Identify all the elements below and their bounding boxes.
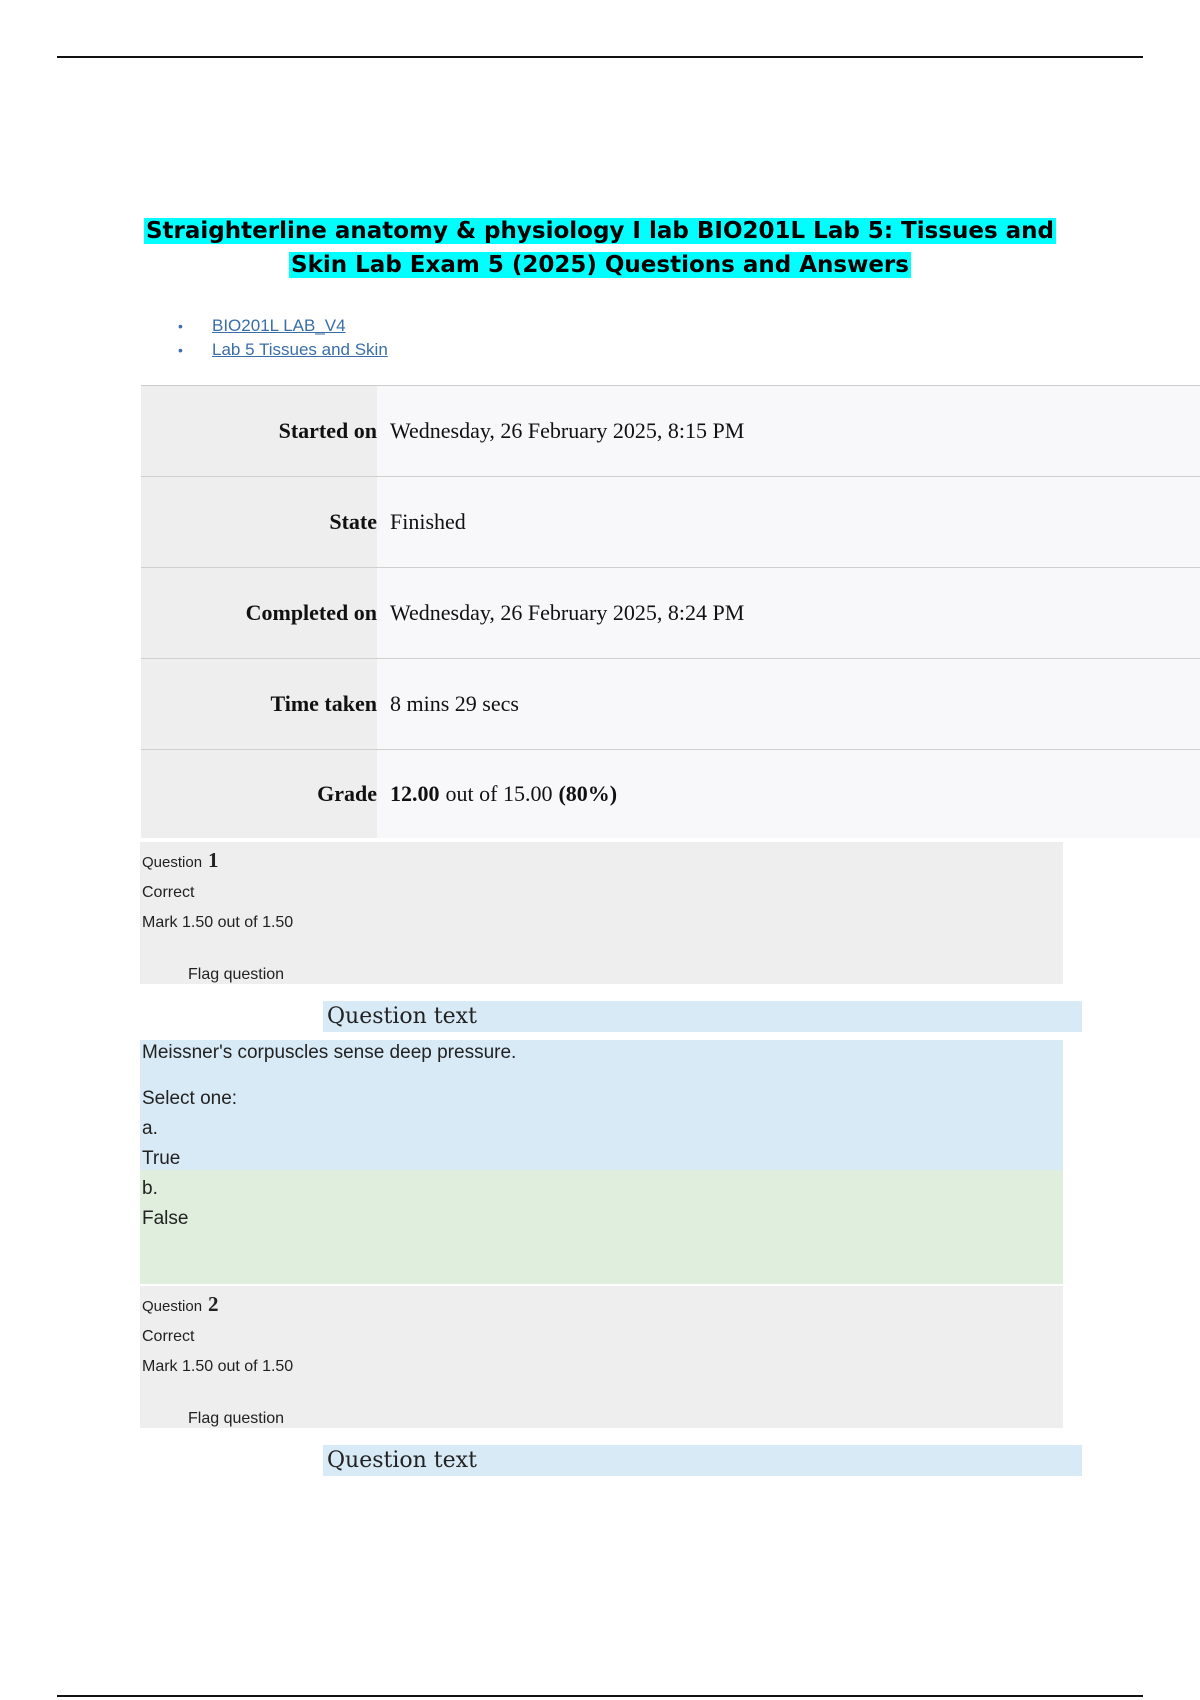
summary-row-started [141,386,1200,477]
summary-label: Grade [141,750,377,838]
title-line-2: Skin Lab Exam 5 (2025) Questions and Answers [291,252,909,278]
option-b-text[interactable]: False [142,1208,189,1229]
bullet-icon: • [178,318,183,334]
flag-question-link[interactable]: Flag question [188,966,285,983]
bottom-rule [57,1695,1143,1697]
breadcrumb [178,314,388,362]
question-number-value: 2 [208,1292,219,1316]
question-prefix: Question [142,1298,203,1315]
breadcrumb-link-course[interactable]: BIO201L LAB_V4 [212,316,346,335]
question-text-panel [140,1040,1063,1170]
bullet-icon: • [178,342,183,358]
title-line-1: Straighterline anatomy & physiology I lab BIO201L Lab 5: Tissues and [145,218,1055,244]
question-number [142,1292,219,1317]
summary-row-grade [141,750,1200,838]
summary-row-time [141,659,1200,750]
question-prefix: Question [142,854,203,871]
grade-out-of: out of 15.00 [445,781,553,806]
correct-answer-panel [140,1170,1063,1284]
option-b-letter[interactable]: b. [142,1178,158,1199]
summary-label: State [141,477,377,567]
grade-score: 12.00 [390,781,440,806]
question-info-2 [140,1286,1063,1428]
select-one-label: Select one: [142,1088,238,1109]
question-text-header: Question text [323,1001,1082,1032]
question-info-1 [140,842,1063,984]
breadcrumb-item [178,338,388,362]
question-mark: Mark 1.50 out of 1.50 [142,914,294,931]
summary-label: Completed on [141,568,377,658]
question-number-value: 1 [208,848,219,872]
breadcrumb-item [178,314,388,338]
summary-value: Wednesday, 26 February 2025, 8:24 PM [377,568,1200,658]
summary-row-completed [141,568,1200,659]
grade-value [377,750,1200,838]
question-state: Correct [142,884,195,901]
summary-label: Started on [141,386,377,476]
grade-percent: (80%) [558,781,618,806]
summary-value: Wednesday, 26 February 2025, 8:15 PM [377,386,1200,476]
question-mark: Mark 1.50 out of 1.50 [142,1358,294,1375]
option-a-letter[interactable]: a. [142,1118,158,1139]
question-text-header: Question text [323,1445,1082,1476]
option-a-text[interactable]: True [142,1148,181,1169]
question-state: Correct [142,1328,195,1345]
summary-value: 8 mins 29 secs [377,659,1200,749]
question-text: Meissner's corpuscles sense deep pressure. [142,1042,517,1063]
breadcrumb-link-lab[interactable]: Lab 5 Tissues and Skin [212,340,388,359]
summary-label: Time taken [141,659,377,749]
question-content-1 [140,1040,1063,1284]
top-rule [57,56,1143,58]
question-number [142,848,219,873]
document-title [140,214,1060,282]
attempt-summary-table [141,385,1200,838]
flag-question-link[interactable]: Flag question [188,1410,285,1427]
summary-row-state [141,477,1200,568]
summary-value: Finished [377,477,1200,567]
